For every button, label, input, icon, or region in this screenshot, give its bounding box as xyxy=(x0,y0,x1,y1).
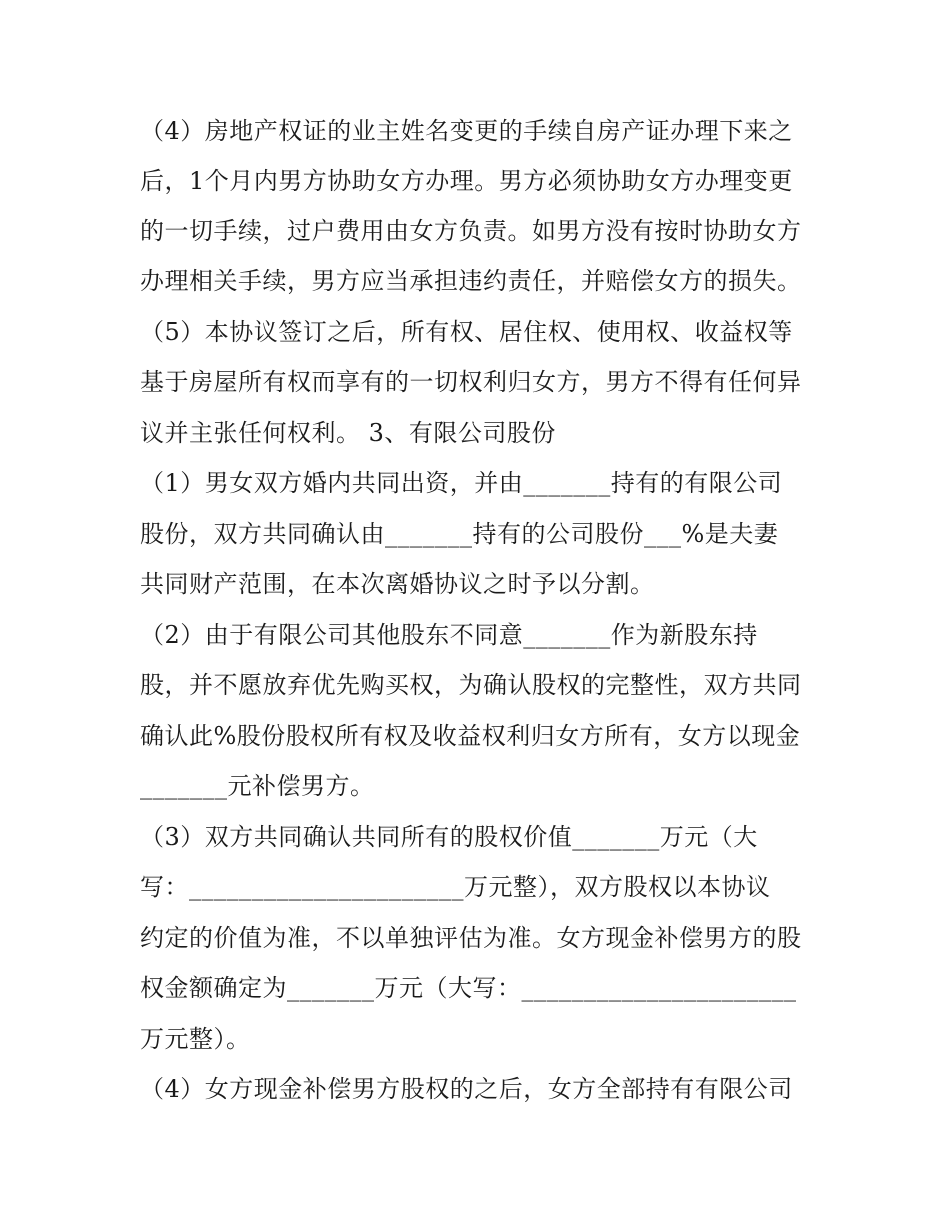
paragraph-4-line-3: 的一切手续，过户费用由女方负责。如男方没有按时协助女方 xyxy=(140,217,802,245)
share-clause-3-line-4: 权金额确定为_______万元（大写：______________________ xyxy=(140,974,797,1002)
paragraph-5-line-3: 议并主张任何权利。 3、有限公司股份 xyxy=(140,419,556,447)
paragraph-5-line-2: 基于房屋所有权而享有的一切权利归女方，男方不得有任何异 xyxy=(140,368,802,396)
share-clause-3-line-1: （3）双方共同确认共同所有的股权价值_______万元（大 xyxy=(140,823,758,851)
share-clause-2-line-3: 确认此%股份股权所有权及收益权利归女方所有，女方以现金 xyxy=(140,722,801,750)
paragraph-5-line-1: （5）本协议签订之后，所有权、居住权、使用权、收益权等 xyxy=(140,318,793,346)
paragraph-4-line-4: 办理相关手续，男方应当承担违约责任，并赔偿女方的损失。 xyxy=(140,267,802,295)
share-clause-3-line-3: 约定的价值为准，不以单独评估为准。女方现金补偿男方的股 xyxy=(140,924,802,952)
paragraph-4-line-2: 后，1个月内男方协助女方办理。男方必须协助女方办理变更 xyxy=(140,167,793,195)
share-clause-4-line-1: （4）女方现金补偿男方股权的之后，女方全部持有有限公司 xyxy=(140,1075,793,1103)
share-clause-1-line-1: （1）男女双方婚内共同出资，并由_______持有的有限公司 xyxy=(140,469,783,497)
share-clause-3-line-5: 万元整）。 xyxy=(140,1025,251,1053)
share-clause-1-line-3: 共同财产范围，在本次离婚协议之时予以分割。 xyxy=(140,570,655,598)
share-clause-2-line-4: _______元补偿男方。 xyxy=(140,772,375,800)
share-clause-2-line-2: 股，并不愿放弃优先购买权，为确认股权的完整性，双方共同 xyxy=(140,671,802,699)
share-clause-2-line-1: （2）由于有限公司其他股东不同意_______作为新股东持 xyxy=(140,621,758,649)
share-clause-3-line-2: 写：______________________万元整），双方股权以本协议 xyxy=(140,873,771,901)
share-clause-1-line-2: 股份，双方共同确认由_______持有的公司股份___%是夫妻 xyxy=(140,520,779,548)
paragraph-4-line-1: （4）房地产权证的业主姓名变更的手续自房产证办理下来之 xyxy=(140,117,793,145)
